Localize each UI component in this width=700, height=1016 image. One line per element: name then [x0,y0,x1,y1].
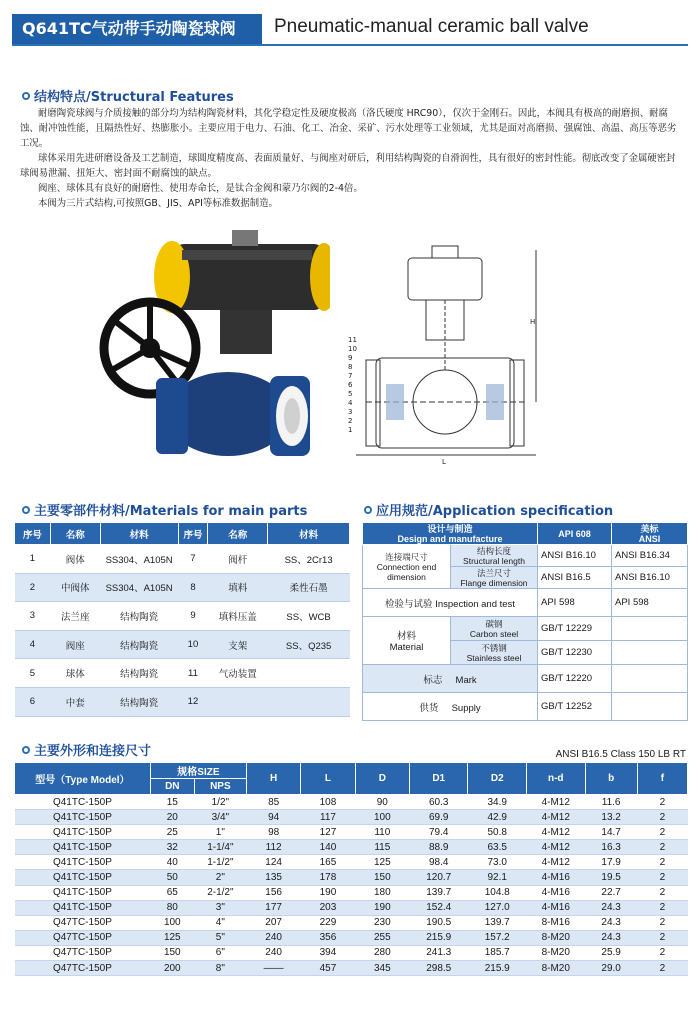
table-cell: 法兰座 [50,602,100,631]
table-cell: 190.5 [409,915,468,930]
callout-label: 11 [348,336,357,344]
table-row [15,659,350,688]
table-cell: 108 [301,795,355,810]
row-label: Material [389,642,424,653]
table-header: NPS [194,779,246,795]
row-label: Stainless steel [466,652,522,663]
table-cell: 457 [301,961,355,976]
table-cell: 157.2 [468,930,527,945]
dimension-l-label: L [442,458,446,466]
table-cell: 16.3 [585,840,637,855]
table-cell: 280 [355,945,409,960]
bullet-icon [364,506,372,514]
table-header: ANSI [638,533,661,544]
table-cell: 结构陶瓷 [100,602,178,631]
table-cell: Q41TC-150P [15,840,151,855]
table-cell: 1-1/2" [194,855,246,870]
table-cell: 73.0 [468,855,527,870]
table-cell: 98 [246,825,300,840]
features-text [20,106,684,211]
table-cell: 229 [301,915,355,930]
page-header [12,14,688,46]
row-label: Structural length [463,555,525,566]
table-cell: 2 [637,855,687,870]
features-paragraph: 阀座、球体具有良好的耐磨性、使用寿命长，是钛合金阀和蒙乃尔阀的2-4倍。 [38,183,363,194]
table-header: 型号（Type Model） [15,763,151,795]
table-cell: 11 [178,659,208,688]
table-cell: Q47TC-150P [15,961,151,976]
table-cell: SS、2Cr13 [268,545,350,574]
table-cell: 125 [355,855,409,870]
table-cell: 345 [355,961,409,976]
table-cell: 190 [301,885,355,900]
table-header: 美标 [640,523,659,534]
table-cell: 12 [178,687,208,716]
row-label: 法兰尺寸 [476,567,511,578]
table-row [15,825,688,840]
row-label: 结构长度 [476,545,511,556]
table-cell: 24.3 [585,930,637,945]
table-header: 名称 [208,523,268,545]
table-cell: 中套 [50,687,100,716]
table-cell: 100 [355,810,409,825]
table-cell: 2 [637,945,687,960]
table-cell: 139.7 [468,915,527,930]
table-cell: 2 [637,870,687,885]
table-header: H [246,763,300,795]
table-cell: 165 [301,855,355,870]
cell-value: API 598 [612,589,688,617]
table-cell: 127.0 [468,900,527,915]
table-cell: 1 [15,545,51,574]
table-cell: 中阀体 [50,573,100,602]
table-cell: 8-M20 [527,961,586,976]
callout-label: 5 [348,390,353,398]
table-cell: 215.9 [468,961,527,976]
table-cell: 200 [150,961,194,976]
table-cell: 5" [194,930,246,945]
table-cell: 32 [150,840,194,855]
table-cell: 6" [194,945,246,960]
table-cell: 17.9 [585,855,637,870]
table-cell: 2 [637,795,687,810]
table-cell: 60.3 [409,795,468,810]
row-label: Mark [455,674,477,686]
table-cell: 2 [15,573,51,602]
table-cell: 2 [637,885,687,900]
cell-value: ANSI B16.34 [612,545,688,567]
table-cell: 19.5 [585,870,637,885]
table-cell: 207 [246,915,300,930]
table-cell: 215.9 [409,930,468,945]
row-label: 标志 [423,674,443,686]
table-cell: 110 [355,825,409,840]
table-cell: 150 [355,870,409,885]
table-cell: 2" [194,870,246,885]
table-cell: 15 [150,795,194,810]
features-paragraph: 耐磨陶瓷球阀与介质接触的部分均为结构陶瓷材料，其化学稳定性及硬度极高（洛氏硬度 HRC90），仅次于金刚石。因此，本阀具有极高的耐磨损、耐腐蚀、耐冲蚀性能，且隔热性好、热膨胀小。主要应用于电力、石油、化工、冶金、采矿、污水处理等工业领域，尤其是面对高磨损、强腐蚀、高温、高压等恶劣工况。 [20,108,677,149]
table-header: 材料 [100,523,178,545]
table-row [15,795,688,810]
table-cell: 2-1/2" [194,885,246,900]
dimensions-title: 主要外形和连接尺寸 [22,740,151,759]
table-cell: 180 [355,885,409,900]
table-cell: 2 [637,840,687,855]
row-label: Supply [451,702,481,714]
table-cell: 7 [178,545,208,574]
table-cell: 结构陶瓷 [100,659,178,688]
callout-label: 4 [348,399,353,407]
table-cell: 139.7 [409,885,468,900]
table-cell: 4-M12 [527,795,586,810]
table-cell [268,687,350,716]
features-paragraph: 本阀为三片式结构,可按照GB、JIS、API等标准数据制造。 [38,198,278,209]
table-cell: Q41TC-150P [15,870,151,885]
table-cell: 25.9 [585,945,637,960]
table-cell: 156 [246,885,300,900]
row-label: Carbon steel [469,628,519,639]
row-label: 碳钢 [485,618,503,629]
table-cell: 20 [150,810,194,825]
table-cell: SS304、A105N [100,545,178,574]
table-cell: 1/2" [194,795,246,810]
row-label: Connection end dimension [376,561,437,582]
table-cell: 3" [194,900,246,915]
table-cell: 4 [15,630,51,659]
table-header: n-d [527,763,586,795]
table-cell: 5 [15,659,51,688]
features-paragraph: 球体采用先进研磨设备及工艺制造，球圆度精度高、表面质量好、与阀座对研后，利用结构陶瓷的自滑润性，具有很好的密封性能。彻底改变了金属硬密封球阀易泄漏、扭矩大、密封面不耐腐蚀的缺点。 [20,153,676,179]
table-cell: 1" [194,825,246,840]
table-row [15,855,688,870]
table-cell: 25 [150,825,194,840]
table-cell: 80 [150,900,194,915]
table-cell: 152.4 [409,900,468,915]
cell-value: GB/T 12229 [538,617,612,641]
table-cell: 4-M16 [527,885,586,900]
row-label: 连接端尺寸 [385,551,428,562]
table-cell: 13.2 [585,810,637,825]
table-cell: Q41TC-150P [15,900,151,915]
table-cell: 94 [246,810,300,825]
table-row [15,840,688,855]
table-cell: 135 [246,870,300,885]
table-cell [268,659,350,688]
table-cell: 178 [301,870,355,885]
table-cell: 115 [355,840,409,855]
table-cell: 8" [194,961,246,976]
table-cell: 230 [355,915,409,930]
table-header: Design and manufacture [397,533,503,544]
table-cell: 阀座 [50,630,100,659]
table-cell: Q41TC-150P [15,825,151,840]
table-header: 设计与制造 [427,523,473,534]
materials-title: 主要零部件材料/Materials for main parts [22,500,307,519]
table-cell: 65 [150,885,194,900]
table-cell: 185.7 [468,945,527,960]
table-header: 材料 [268,523,350,545]
table-cell: 6 [15,687,51,716]
table-cell [208,687,268,716]
callout-label: 3 [348,408,353,416]
table-cell: 240 [246,945,300,960]
table-cell: 24.3 [585,900,637,915]
table-cell: 255 [355,930,409,945]
table-cell: 3 [15,602,51,631]
table-cell: 50.8 [468,825,527,840]
table-cell: 2 [637,915,687,930]
table-cell: 203 [301,900,355,915]
table-cell: 气动装置 [208,659,268,688]
table-cell: Q41TC-150P [15,795,151,810]
english-title: Pneumatic-manual ceramic ball valve [274,16,589,37]
table-row [15,602,350,631]
features-title: 结构特点/Structural Features [22,86,234,105]
table-cell: 4-M16 [527,900,586,915]
table-cell: 240 [246,930,300,945]
table-row [15,945,688,960]
table-cell: 112 [246,840,300,855]
table-cell: 34.9 [468,795,527,810]
row-label: 材料 [396,631,416,642]
table-cell: 1-1/4" [194,840,246,855]
table-row [15,885,688,900]
table-cell: 40 [150,855,194,870]
table-header: D [355,763,409,795]
table-cell: 2 [637,961,687,976]
table-cell: 4-M16 [527,870,586,885]
table-cell: 50 [150,870,194,885]
cell-value: GB/T 12252 [538,693,612,721]
table-cell: 4" [194,915,246,930]
table-cell: 10 [178,630,208,659]
table-cell: Q41TC-150P [15,855,151,870]
table-row [15,930,688,945]
row-label: 供货 [419,702,439,714]
table-cell: 150 [150,945,194,960]
table-cell: 8-M20 [527,945,586,960]
cell-value: ANSI B16.10 [612,567,688,589]
table-cell: 2 [637,825,687,840]
callout-label: 1 [348,426,353,434]
callout-label: 6 [348,381,353,389]
table-cell: 4-M12 [527,855,586,870]
table-cell: 92.1 [468,870,527,885]
section-drawing [346,240,546,468]
table-cell: 90 [355,795,409,810]
table-cell: 填料 [208,573,268,602]
table-header: f [637,763,687,795]
table-cell: 22.7 [585,885,637,900]
table-header: 规格SIZE [150,763,246,779]
table-row [15,870,688,885]
table-cell: 2 [637,900,687,915]
table-cell: 85 [246,795,300,810]
table-row [15,810,688,825]
table-cell: 阀杆 [208,545,268,574]
table-cell: 69.9 [409,810,468,825]
callout-label: 2 [348,417,353,425]
table-cell: 9 [178,602,208,631]
table-cell: 结构陶瓷 [100,630,178,659]
callout-label: 9 [348,354,353,362]
bullet-icon [22,746,30,754]
table-cell: 124 [246,855,300,870]
table-cell: 24.3 [585,915,637,930]
table-cell: 117 [301,810,355,825]
cell-value: ANSI B16.5 [538,567,612,589]
table-cell: 100 [150,915,194,930]
table-header: DN [150,779,194,795]
dimensions-table [14,762,688,976]
table-row [15,573,350,602]
table-cell: 88.9 [409,840,468,855]
table-cell: 2 [637,930,687,945]
table-cell: —— [246,961,300,976]
application-title: 应用规范/Application specification [364,500,613,519]
table-cell: 79.4 [409,825,468,840]
table-cell: 球体 [50,659,100,688]
table-cell: 阀体 [50,545,100,574]
cell-value: GB/T 12230 [538,641,612,665]
table-cell: 177 [246,900,300,915]
table-row [15,915,688,930]
table-cell: Q47TC-150P [15,945,151,960]
table-cell: SS、Q235 [268,630,350,659]
table-cell: SS304、A105N [100,573,178,602]
table-cell: 140 [301,840,355,855]
table-header: 名称 [50,523,100,545]
standard-note: ANSI B16.5 Class 150 LB RT [555,749,686,760]
table-cell: Q47TC-150P [15,930,151,945]
table-header: API 608 [538,523,612,545]
bullet-icon [22,506,30,514]
table-cell: 98.4 [409,855,468,870]
table-cell: 4-M12 [527,840,586,855]
table-cell: 3/4" [194,810,246,825]
table-cell: 356 [301,930,355,945]
table-row [15,630,350,659]
table-cell: 填料压盖 [208,602,268,631]
table-cell: 4-M12 [527,825,586,840]
materials-table [14,522,350,717]
callout-label: 8 [348,363,353,371]
callout-label: 7 [348,372,353,380]
table-header: D1 [409,763,468,795]
table-cell: 125 [150,930,194,945]
table-row [15,961,688,976]
table-row [15,900,688,915]
table-cell: 104.8 [468,885,527,900]
table-row [15,687,350,716]
dimension-h-label: H [530,318,536,326]
table-header: D2 [468,763,527,795]
table-cell: 298.5 [409,961,468,976]
table-cell: Q47TC-150P [15,915,151,930]
table-cell: 120.7 [409,870,468,885]
table-header: 序号 [178,523,208,545]
table-cell: 8 [178,573,208,602]
table-cell: 8-M16 [527,915,586,930]
model-title: Q641TC气动带手动陶瓷球阀 [12,14,262,44]
row-label: Flange dimension [460,577,528,588]
table-cell: 190 [355,900,409,915]
table-cell: 结构陶瓷 [100,687,178,716]
table-cell: Q41TC-150P [15,885,151,900]
table-cell: 8-M20 [527,930,586,945]
valve-photo [92,226,330,466]
row-label: 不锈钢 [481,642,507,653]
row-label: Inspection and test [435,598,515,610]
table-cell: 11.6 [585,795,637,810]
table-cell: 2 [637,810,687,825]
callout-label: 10 [348,345,357,353]
table-cell: Q41TC-150P [15,810,151,825]
table-cell: SS、WCB [268,602,350,631]
table-cell: 394 [301,945,355,960]
table-cell: 29.0 [585,961,637,976]
table-cell: 4-M12 [527,810,586,825]
table-cell: 42.9 [468,810,527,825]
table-cell: 241.3 [409,945,468,960]
table-header: b [585,763,637,795]
table-cell: 14.7 [585,825,637,840]
table-header: L [301,763,355,795]
table-cell: 支架 [208,630,268,659]
cell-value: ANSI B16.10 [538,545,612,567]
table-cell: 127 [301,825,355,840]
bullet-icon [22,92,30,100]
row-label: 检验与试验 [385,598,433,610]
cell-value: API 598 [538,589,612,617]
table-cell: 63.5 [468,840,527,855]
application-table [362,522,688,721]
table-row [15,545,350,574]
table-header: 序号 [15,523,51,545]
table-cell: 柔性石墨 [268,573,350,602]
cell-value: GB/T 12220 [538,665,612,693]
